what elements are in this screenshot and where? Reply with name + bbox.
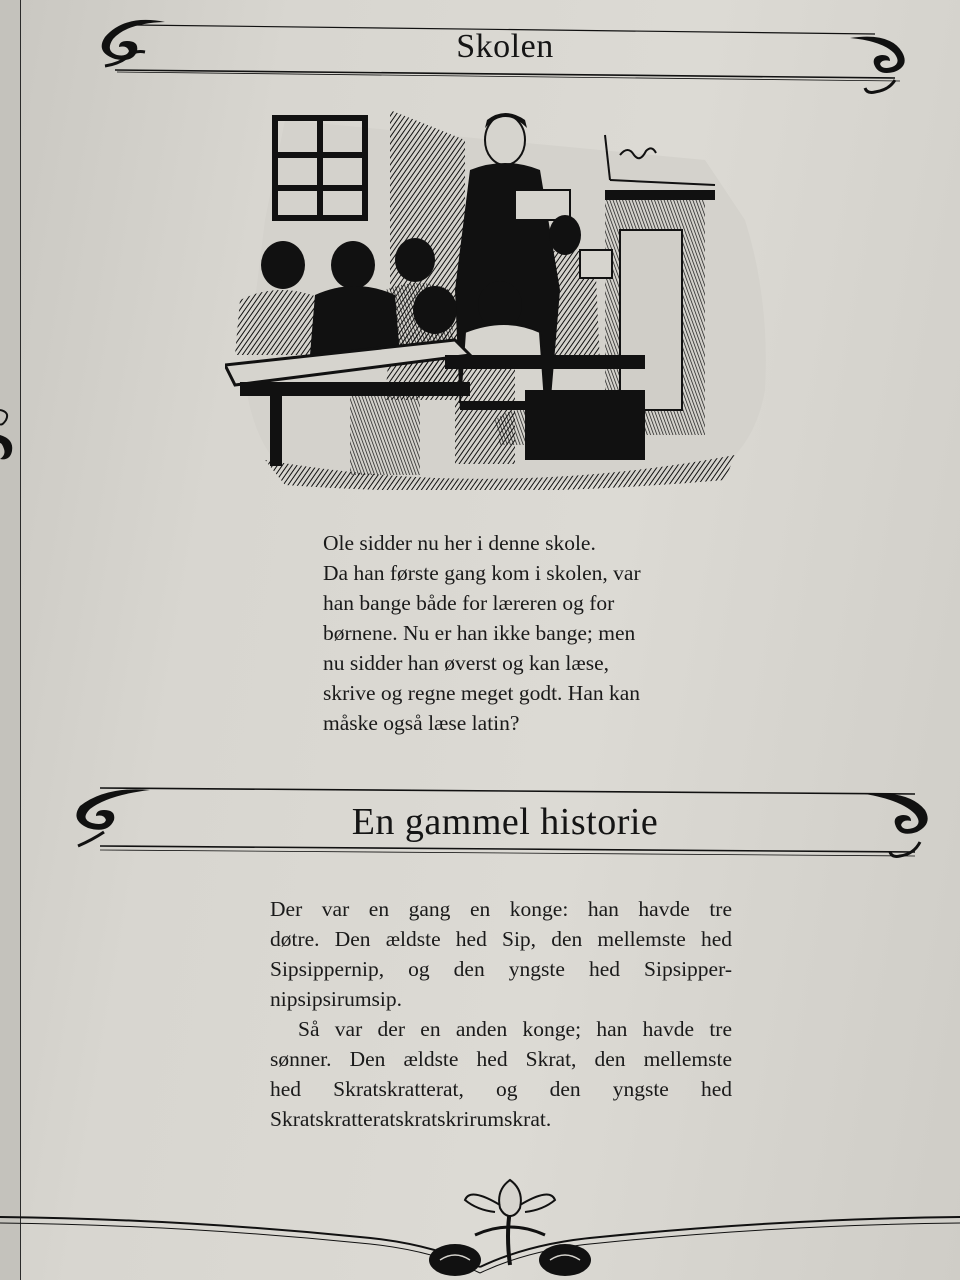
- text-line: døtre. Den ældste hed Sip, den mellemste hed: [270, 927, 732, 951]
- edge-scroll-icon: [0, 400, 22, 470]
- classroom-engraving-icon: [225, 100, 770, 490]
- section-title: Skolen: [456, 28, 554, 65]
- text-line: han bange både for læreren og for: [323, 591, 615, 615]
- text-line: Ole sidder nu her i denne skole.: [323, 531, 596, 555]
- text-line: børnene. Nu er han ikke bange; men: [323, 621, 636, 645]
- text-line: Skratskratteratskratskrirumskrat.: [270, 1107, 552, 1131]
- text-line: nu sidder han øverst og kan læse,: [323, 651, 610, 675]
- text-line: Da han første gang kom i skolen, var: [323, 561, 641, 585]
- text-line: Sipsippernip, og den yngste hed Sipsipper-: [270, 957, 732, 981]
- section-banner-skolen: [95, 10, 915, 105]
- text-line: Der var en gang en konge: han havde tre: [270, 897, 732, 921]
- historie-paragraph-1: [270, 894, 732, 1014]
- section-banner-historie: [70, 780, 940, 860]
- section-title: En gammel historie: [351, 801, 659, 843]
- historie-paragraph-2: [270, 1014, 732, 1134]
- text-line: hed Skratskratterat, og den yngste hed: [270, 1077, 732, 1101]
- text-line: skrive og regne meget godt. Han kan: [323, 681, 641, 705]
- skolen-text: [323, 528, 693, 738]
- text-line: sønner. Den ældste hed Skrat, den mellemste: [270, 1047, 732, 1071]
- previous-page-edge: [0, 0, 21, 1280]
- text-line: måske også læse latin?: [323, 711, 520, 735]
- text-line: nipsipsirumsip.: [270, 987, 403, 1011]
- lotus-ornament-icon: [0, 1165, 960, 1280]
- text-line: Så var der en anden konge; han havde tre: [298, 1017, 732, 1041]
